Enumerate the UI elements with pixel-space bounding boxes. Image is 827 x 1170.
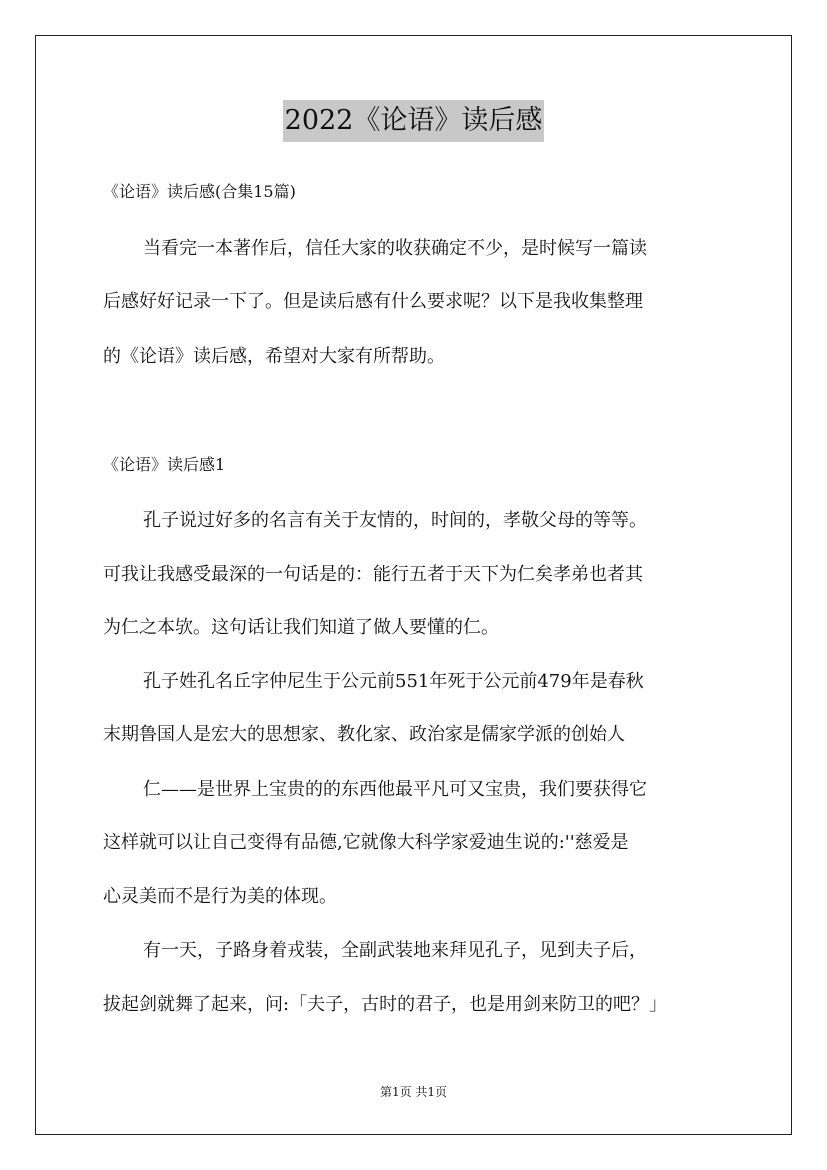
- intro-line-3: 的《论语》读后感，希望对大家有所帮助。: [103, 346, 445, 367]
- document-subtitle: 《论语》读后感(合集15篇): [103, 182, 296, 201]
- document-title: 2022《论语》读后感: [283, 100, 545, 142]
- body-line-7: 这样就可以让自己变得有品德,它就像大科学家爱迪生说的:''慈爱是: [103, 832, 629, 853]
- body-line-2: 可我让我感受最深的一句话是的：能行五者于天下为仁矣孝弟也者其: [103, 564, 643, 585]
- body-line-8: 心灵美而不是行为美的体现。: [103, 886, 337, 907]
- body-line-5: 末期鲁国人是宏大的思想家、教化家、政治家是儒家学派的创始人: [103, 724, 625, 745]
- section-heading: 《论语》读后感1: [103, 455, 226, 474]
- body-line-10: 拔起剑就舞了起来，问:「夫子，古时的君子，也是用剑来防卫的吧？」: [103, 994, 668, 1015]
- body-line-4: 孔子姓孔名丘字仲尼生于公元前551年死于公元前479年是春秋: [143, 671, 644, 692]
- page-footer: 第1页 共1页: [379, 1085, 448, 1099]
- body-line-3: 为仁之本欤。这句话让我们知道了做人要懂的仁。: [103, 617, 499, 638]
- body-line-9: 有一天，子路身着戎装，全副武装地来拜见孔子，见到夫子后，: [143, 940, 647, 961]
- title-wrap: [0, 100, 827, 142]
- intro-line-1: 当看完一本著作后，信任大家的收获确定不少，是时候写一篇读: [143, 238, 647, 259]
- intro-line-2: 后感好好记录一下了。但是读后感有什么要求呢？以下是我收集整理: [103, 291, 643, 312]
- body-line-1: 孔子说过好多的名言有关于友情的，时间的，孝敬父母的等等。: [143, 510, 647, 531]
- body-line-6: 仁——是世界上宝贵的的东西他最平凡可又宝贵，我们要获得它: [143, 779, 647, 800]
